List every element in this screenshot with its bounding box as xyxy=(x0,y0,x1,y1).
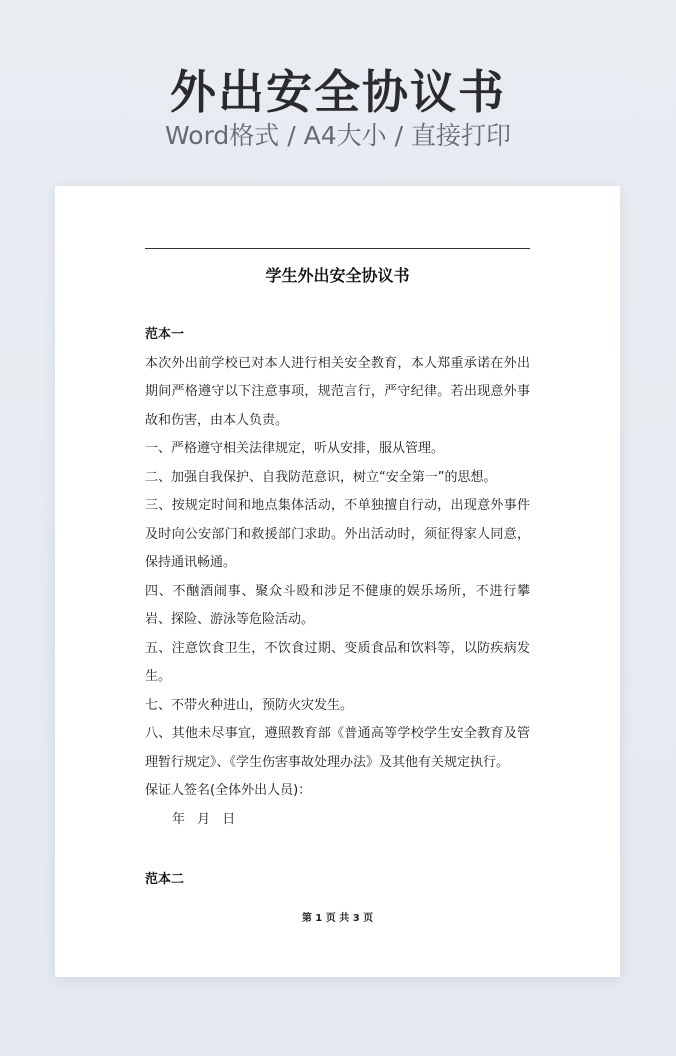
date-line: 年 月 日 xyxy=(172,811,236,827)
banner-title: 外出安全协议书 xyxy=(170,65,506,119)
document-title: 学生外出安全协议书 xyxy=(265,266,410,285)
header-rule xyxy=(145,248,530,249)
page-number-footer: 第 1 页 共 3 页 xyxy=(301,913,374,924)
rule-item-2: 二、加强自我保护、自我防范意识，树立“安全第一”的思想。 xyxy=(145,469,497,485)
signature-label: 保证人签名(全体外出人员)： xyxy=(145,783,312,798)
rule-item-4: 四、不酗酒闹事、聚众斗殴和涉足不健康的娱乐场所，不进行攀岩、探险、游泳等危险活动。 xyxy=(145,583,530,627)
section-one-heading: 范本一 xyxy=(145,327,185,342)
rule-item-3: 三、按规定时间和地点集体活动，不单独擅自行动，出现意外事件及时向公安部门和救援部门求助。外出活动时，须征得家人同意，保持通讯畅通。 xyxy=(145,498,530,570)
rule-item-7: 七、不带火种进山，预防火灾发生。 xyxy=(145,697,354,713)
rule-item-5: 五、注意饮食卫生，不饮食过期、变质食品和饮料等，以防疾病发生。 xyxy=(145,640,530,684)
intro-paragraph: 本次外出前学校已对本人进行相关安全教育，本人郑重承诺在外出期间严格遵守以下注意事项，规范言行，严守纪律。若出现意外事故和伤害，由本人负责。 xyxy=(145,355,530,428)
rule-item-8: 八、其他未尽事宜，遵照教育部《普通高等学校学生安全教育及管理暂行规定》、《学生伤害事故处理办法》及其他有关规定执行。 xyxy=(145,726,530,770)
banner-subtitle: Word格式 / A4大小 / 直接打印 xyxy=(165,121,511,150)
rule-item-1: 一、严格遵守相关法律规定，听从安排，服从管理。 xyxy=(145,441,445,456)
document-body xyxy=(145,321,530,834)
section-two-heading: 范本二 xyxy=(145,872,185,887)
document-page xyxy=(55,186,620,977)
